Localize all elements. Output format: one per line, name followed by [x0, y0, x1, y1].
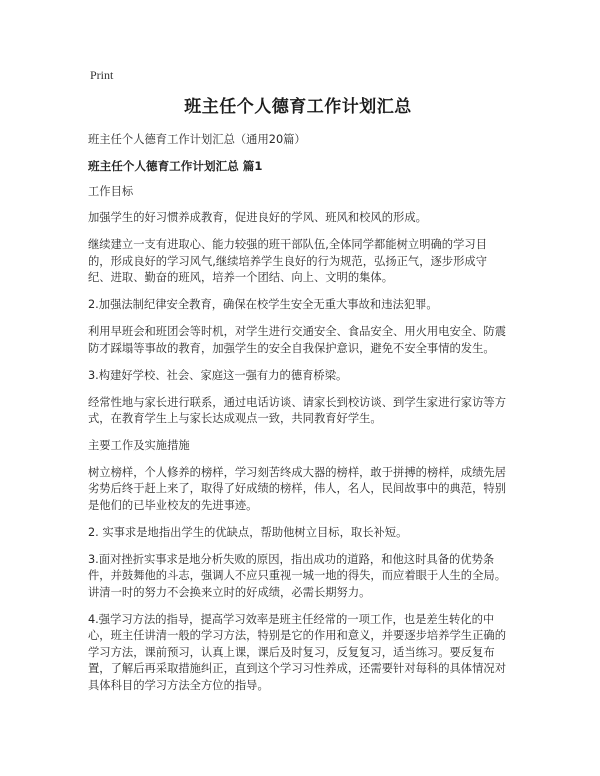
document-title: 班主任个人德育工作计划汇总 — [184, 97, 412, 117]
heading-goals: 工作目标 — [88, 184, 134, 198]
paragraph: 加强学生的好习惯养成教育，促进良好的学风、班风和校风的形成。 — [88, 211, 427, 224]
document-subtitle: 班主任个人德育工作计划汇总（通用20篇） — [88, 133, 306, 146]
section-title: 班主任个人德育工作计划汇总 篇1 — [88, 158, 263, 173]
paragraph: 利用早班会和班团会等时机，对学生进行交通安全、食品安全、用火用电安全、防震防才踩塌等事故的教育，加强学生的安全自我保护意识，避免不安全事情的发生。 — [88, 325, 506, 355]
measure-paragraph: 4.强学习方法的指导，提高学习效率是班主任经常的一项工作，也是差生转化的中心，班主任讲清一般的学习方法，特别是它的作用和意义，并要逐步培养学生正确的学习方法，课前预习，认真上课，课后及时复习，反复复习，适当练习。要反复布置，了解后再采取措施纠正，直到这个学习习性养成，还需要针对每科的具体情况对具体科目的学习方法全方位的指导。 — [88, 612, 506, 692]
measure-paragraph: 2. 实事求是地指出学生的优缺点，帮助他树立目标，取长补短。 — [88, 525, 408, 539]
measure-paragraph: 3.面对挫折实事求是地分析失败的原因，指出成功的道路，和他这时具备的优势条件，并鼓舞他的斗志，强调人不应只重视一城一地的得失，而应着眼于人生的全局。讲清一时的努力不会换来立时的好成绩，必需长期努力。 — [88, 552, 506, 599]
paragraph: 继续建立一支有进取心、能力较强的班干部队伍,全体同学都能树立明确的学习目的，形成良好的学习风气,继续培养学生良好的行为规范，弘扬正气，逐步形成守纪、进取、勤奋的班风，培养一个团结、向上、文明的集体。 — [88, 238, 487, 284]
print-label[interactable]: Print — [90, 68, 114, 82]
measure-paragraph: 树立榜样，个人修养的榜样，学习刻苦终成大器的榜样，敢于拼搏的榜样，成绩先居劣势后终于赶上来了，取得了好成绩的榜样，伟人，名人，民间故事中的典范，特别是他们的已毕业校友的先进事迹。 — [88, 465, 506, 512]
heading-measures: 主要工作及实施措施 — [88, 439, 190, 452]
paragraph: 3.构建好学校、社会、家庭这一强有力的德育桥梁。 — [88, 368, 348, 382]
paragraph: 2.加强法制纪律安全教育，确保在校学生安全无重大事故和违法犯罪。 — [88, 298, 438, 311]
paragraph: 经常性地与家长进行联系，通过电话访谈、请家长到校访谈、到学生家进行家访等方式，在教育学生上与家长达成观点一致，共同教育好学生。 — [88, 395, 506, 425]
